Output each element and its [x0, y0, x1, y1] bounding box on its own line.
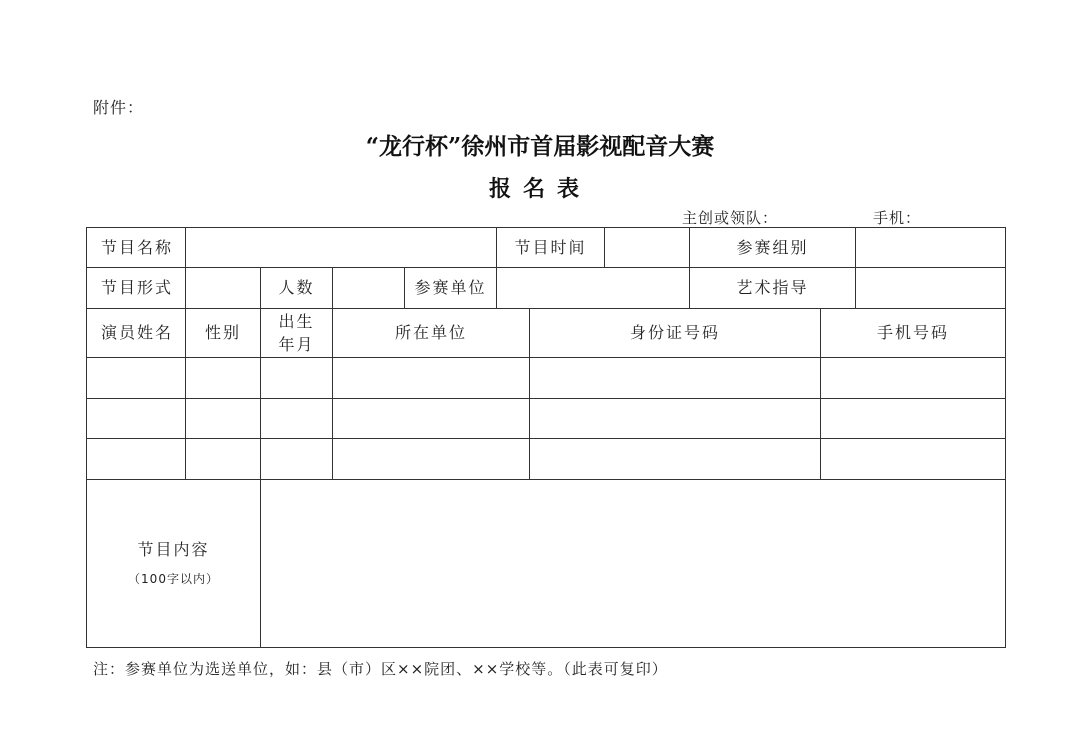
table-row-2-id[interactable]	[529, 398, 821, 439]
table-row-2-birth[interactable]	[260, 398, 333, 439]
leader-label: 主创或领队：	[682, 209, 779, 227]
form-title: “龙行杯”徐州市首届影视配音大赛	[365, 133, 715, 160]
table-row-1-gender[interactable]	[185, 357, 261, 399]
director-field[interactable]	[855, 267, 1006, 309]
mobile-header: 手机号码	[820, 308, 1006, 358]
group-field[interactable]	[855, 227, 1006, 268]
group-label: 参赛组别	[689, 227, 856, 268]
unit-label: 参赛单位	[404, 267, 497, 309]
count-field[interactable]	[332, 267, 405, 309]
footer-note: 注：参赛单位为选送单位，如：县（市）区××院团、××学校等。（此表可复印）	[93, 660, 668, 678]
table-row-1-name[interactable]	[86, 357, 186, 399]
table-row-3-workplace[interactable]	[332, 438, 530, 480]
birth-header	[260, 308, 333, 358]
table-row-1-workplace[interactable]	[332, 357, 530, 399]
program-content-note: （100字以内）	[128, 572, 219, 587]
workplace-header: 所在单位	[332, 308, 530, 358]
unit-field[interactable]	[496, 267, 690, 309]
program-name-field[interactable]	[185, 227, 497, 268]
program-content-field[interactable]	[260, 479, 1006, 648]
table-row-3-gender[interactable]	[185, 438, 261, 480]
program-content-title: 节目内容	[137, 540, 210, 560]
table-row-3-mobile[interactable]	[820, 438, 1006, 480]
table-row-3-id[interactable]	[529, 438, 821, 480]
table-row-2-mobile[interactable]	[820, 398, 1006, 439]
table-row-1-birth[interactable]	[260, 357, 333, 399]
table-row-2-name[interactable]	[86, 398, 186, 439]
table-row-3-name[interactable]	[86, 438, 186, 480]
birth-header-line1: 出生	[278, 311, 315, 331]
table-row-2-gender[interactable]	[185, 398, 261, 439]
performer-name-header: 演员姓名	[86, 308, 186, 358]
gender-header: 性别	[185, 308, 261, 358]
birth-header-line2: 年月	[278, 335, 315, 354]
program-form-label: 节目形式	[86, 267, 186, 309]
table-row-1-mobile[interactable]	[820, 357, 1006, 399]
program-form-field[interactable]	[185, 267, 261, 309]
id-number-header: 身份证号码	[529, 308, 821, 358]
table-row-1-id[interactable]	[529, 357, 821, 399]
form-subtitle: 报名表	[488, 176, 591, 202]
program-time-label: 节目时间	[496, 227, 605, 268]
count-label: 人数	[260, 267, 333, 309]
director-label: 艺术指导	[689, 267, 856, 309]
program-time-field[interactable]	[604, 227, 690, 268]
table-row-3-birth[interactable]	[260, 438, 333, 480]
phone-label: 手机：	[873, 209, 922, 227]
program-name-label: 节目名称	[86, 227, 186, 268]
program-content-label	[86, 479, 261, 648]
table-row-2-workplace[interactable]	[332, 398, 530, 439]
attachment-label: 附件：	[93, 98, 145, 117]
